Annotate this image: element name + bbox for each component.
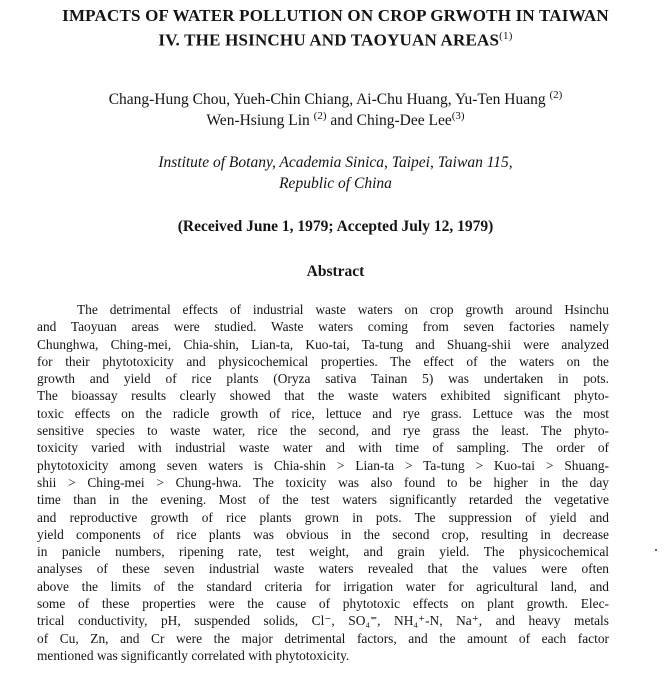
abstract-body xyxy=(37,301,609,664)
abstract-line: time than in the evening. Most of the test waters significantly retarded the vegetative xyxy=(37,492,609,508)
abstract-line: and Taoyuan areas were studied. Waste waters coming from seven factories namely xyxy=(37,319,609,335)
abstract-line: sensitive species to waste water, rice the second, and rye grass the least. The phyto- xyxy=(37,423,609,439)
abstract-line: toxic effects on the radicle growth of rice, lettuce and rye grass. Lettuce was the most xyxy=(37,405,609,421)
scan-speck xyxy=(655,549,657,551)
institution-line-1: Institute of Botany, Academia Sinica, Taipei, Taiwan 115, xyxy=(158,154,513,171)
abstract-line: phytotoxicity among seven waters is Chia-shin > Lian-ta > Ta-tung > Kuo-tai > Shuang- xyxy=(37,457,609,473)
abstract-line: above the limits of the standard criteria for irrigation water for agricultural land, and xyxy=(37,578,609,594)
abstract-line: for their phytotoxicity and physicochemical properties. The effect of the waters on the xyxy=(37,353,609,369)
abstract-line: shii > Ching-mei > Chung-hwa. The toxicity was also found to be higher in the day xyxy=(37,474,609,490)
author-footnote-marker: (2) xyxy=(313,110,327,122)
abstract-line: in panicle numbers, ripening rate, test weight, and grain yield. The physicochemical xyxy=(37,544,609,560)
abstract-line: analyses of these seven industrial waste waters revealed that the values were often xyxy=(37,561,609,577)
abstract-line: The bioassay results clearly showed that the waste waters exhibited significant phyto- xyxy=(37,388,609,404)
author-footnote-marker: (2) xyxy=(549,89,563,101)
abstract-line: mentioned was significantly correlated with phytotoxicity. xyxy=(37,647,350,663)
paper-title-line-1: IMPACTS OF WATER POLLUTION ON CROP GRWOTH IN TAIWAN xyxy=(62,6,609,25)
abstract-heading: Abstract xyxy=(306,263,365,280)
title-footnote-marker: (1) xyxy=(499,30,513,42)
abstract-line: trical conductivity, pH, suspended solids, Cl⁻, SO₄⁼, NH₄⁺-N, Na⁺, and heavy metals xyxy=(37,613,609,629)
paper-title-line-2-text: IV. THE HSINCHU AND TAOYUAN AREAS xyxy=(158,30,500,50)
authors-line-2-name-b: and Ching-Dee Lee xyxy=(326,112,452,130)
authors-line-2-name-a: Wen-Hsiung Lin xyxy=(206,112,310,130)
abstract-line: Chunghwa, Ching-mei, Chia-shin, Lian-ta, Kuo-tai, Ta-tung and Shuang-shii were analyzed xyxy=(37,336,609,352)
abstract-line: toxicity varied with industrial waste water and with time of sampling. The order of xyxy=(37,440,609,456)
abstract-line: some of these properties were the cause of phytotoxic effects on plant growth. Elec- xyxy=(37,596,609,612)
abstract-line: and reproductive growth of rice plants grown in pots. The suppression of yield and xyxy=(37,509,609,525)
author-footnote-marker: (3) xyxy=(451,110,465,122)
institution-line-2: Republic of China xyxy=(279,175,392,192)
abstract-line: The detrimental effects of industrial waste waters on crop growth around Hsinchu xyxy=(77,302,609,317)
abstract-line: of Cu, Zn, and Cr were the major detrimental factors, and the amount of each factor xyxy=(37,630,609,646)
received-accepted-dates: (Received June 1, 1979; Accepted July 12, 1979) xyxy=(177,218,494,235)
authors-line-2 xyxy=(0,106,671,131)
abstract-line: yield components of rice plants was obvious in the second crop, resulting in decrease xyxy=(37,526,609,542)
authors-line-1-text: Chang-Hung Chou, Yueh-Chin Chiang, Ai-Chu Huang, Yu-Ten Huang xyxy=(108,91,546,109)
paper-title-line-2 xyxy=(0,30,671,51)
abstract-line: growth and yield of rice plants (Oryza sativa Tainan 5) was undertaken in pots. xyxy=(37,371,609,387)
